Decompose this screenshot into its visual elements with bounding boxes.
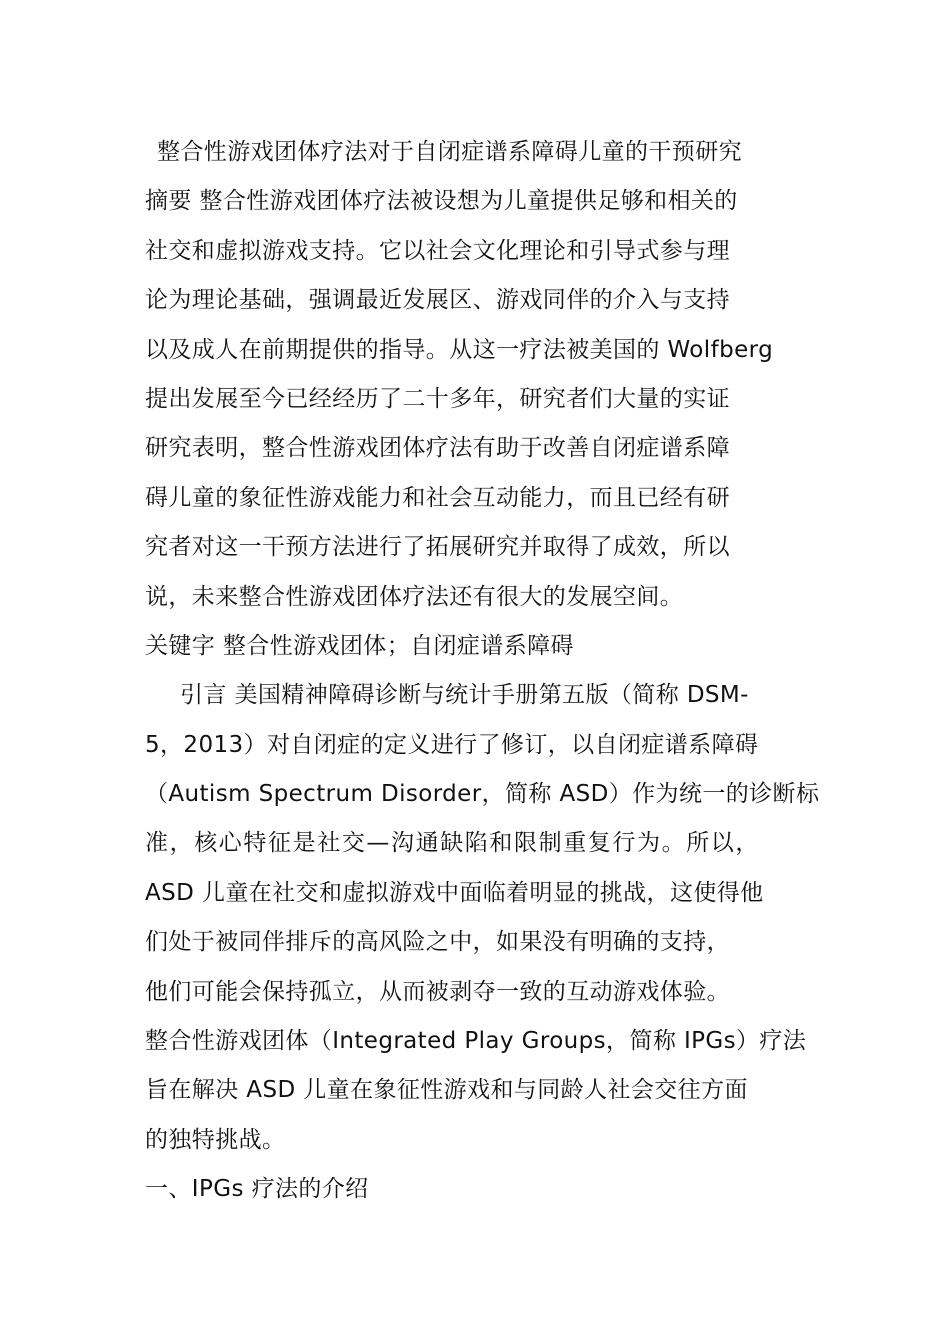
document-body [145,128,845,1215]
abstract-line: 碍儿童的象征性游戏能力和社会互动能力，而且已经有研 [145,484,730,511]
intro-line: 他们可能会保持孤立，从而被剥夺一致的互动游戏体验。 [145,978,730,1005]
intro-line: 整合性游戏团体（Integrated Play Groups，简称 IPGs）疗法 [145,1028,807,1055]
abstract-line: 说，未来整合性游戏团体疗法还有很大的发展空间。 [145,583,684,610]
abstract-line: 社交和虚拟游戏支持。它以社会文化理论和引导式参与理 [145,237,730,264]
intro-line: 旨在解决 ASD 儿童在象征性游戏和与同龄人社会交往方面 [145,1077,748,1104]
intro-line: ASD 儿童在社交和虚拟游戏中面临着明显的挑战，这使得他 [145,879,764,906]
abstract-line: 摘要 整合性游戏团体疗法被设想为儿童提供足够和相关的 [145,188,738,215]
abstract-line: 论为理论基础，强调最近发展区、游戏同伴的介入与支持 [145,287,730,314]
intro-line: 5，2013）对自闭症的定义进行了修订，以自闭症谱系障碍 [145,731,759,758]
keywords-line: 关键字 整合性游戏团体；自闭症谱系障碍 [145,632,574,659]
intro-line: 们处于被同伴排斥的高风险之中，如果没有明确的支持， [145,929,730,956]
intro-line: 准，核心特征是社交—沟通缺陷和限制重复行为。所以， [145,830,760,857]
intro-line: 引言 美国精神障碍诊断与统计手册第五版（简称 DSM- [180,682,749,709]
abstract-line: 提出发展至今已经经历了二十多年，研究者们大量的实证 [145,385,730,412]
section-heading: 一、IPGs 疗法的介绍 [145,1176,369,1203]
abstract-line: 以及成人在前期提供的指导。从这一疗法被美国的 Wolfberg [145,336,774,363]
abstract-line: 究者对这一干预方法进行了拓展研究并取得了成效，所以 [145,534,730,561]
introduction-paragraph [145,671,845,1165]
document-title: 整合性游戏团体疗法对于自闭症谱系障碍儿童的干预研究 [157,139,742,165]
abstract-line: 研究表明，整合性游戏团体疗法有助于改善自闭症谱系障 [145,435,730,462]
intro-line: （Autism Spectrum Disorder，简称 ASD）作为统一的诊断标 [145,781,820,808]
intro-line: 的独特挑战。 [145,1126,286,1153]
abstract-paragraph [145,177,845,622]
